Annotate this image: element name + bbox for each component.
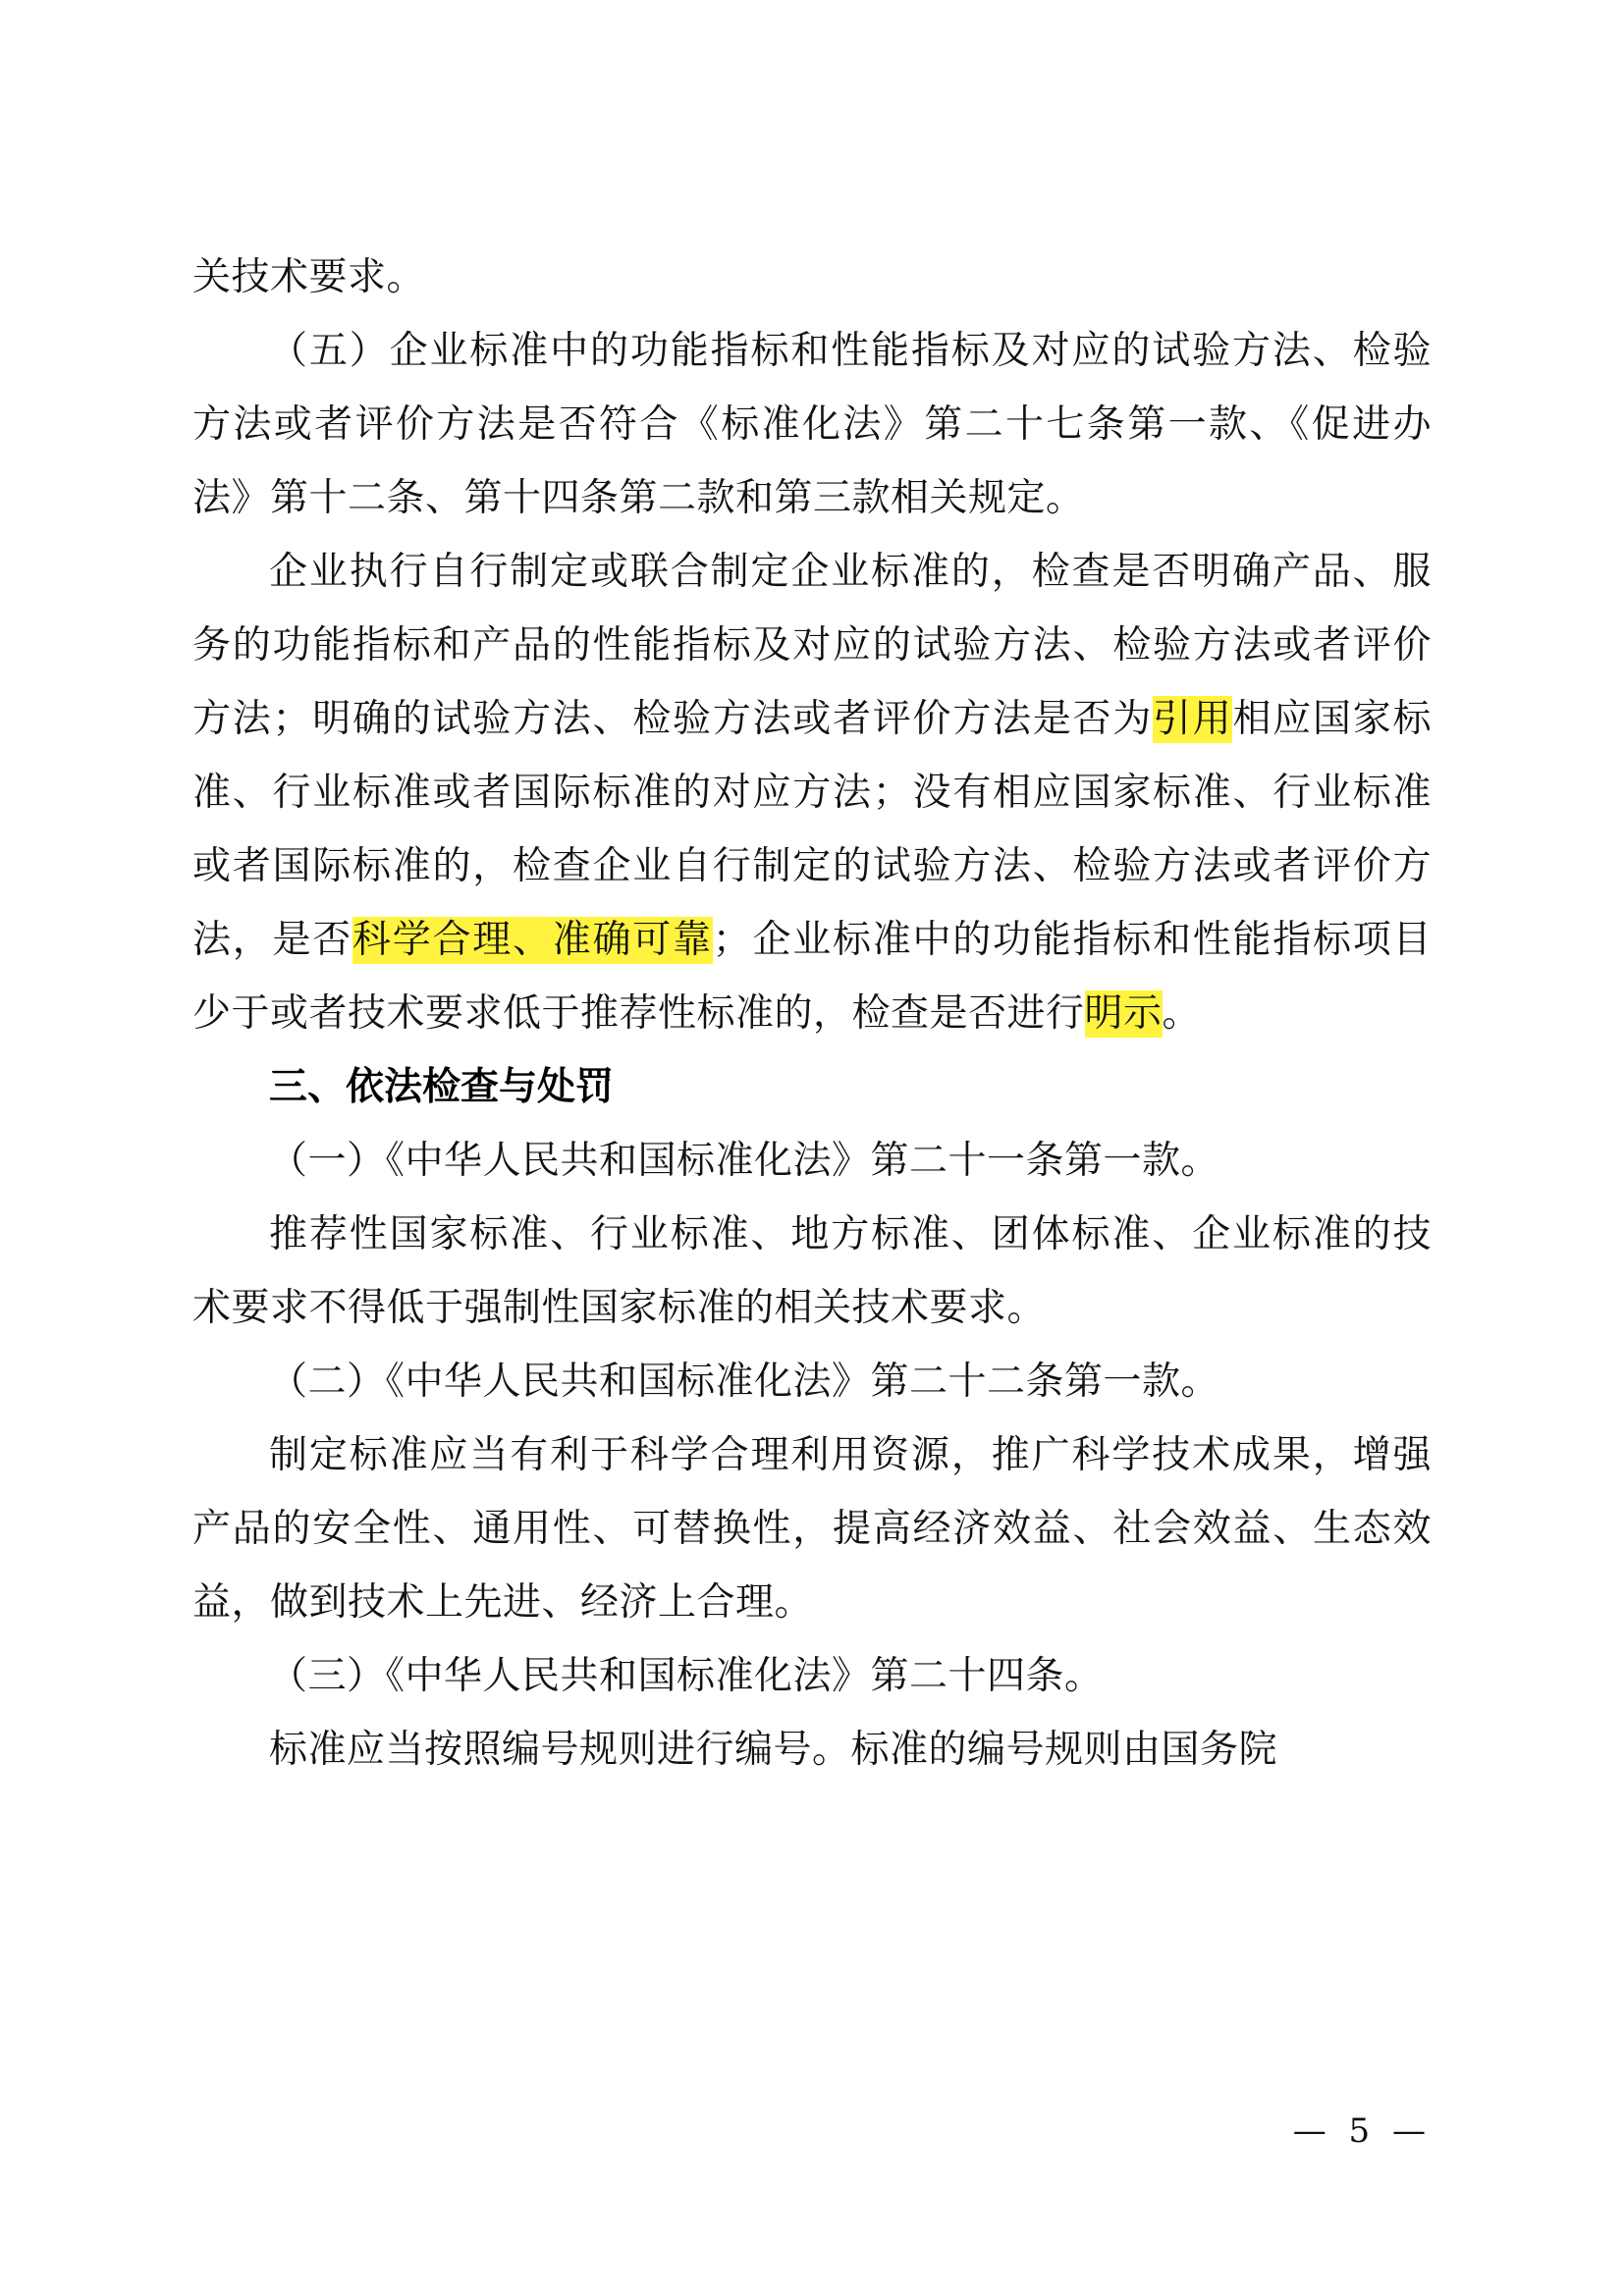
text-segment: 相应国家标准、行业标准或者国际标准的对应方法；没有相应国家标准、行业标准或者国际标准的，检查企业自行制定的试验方法、检验方法或者评价方法，是否	[192, 697, 1432, 962]
text-segment: ；企业标准中的功能指标和性能指标项目少于或者技术要求低于推荐性标准的，检查是否进行	[192, 918, 1432, 1036]
paragraph-continuation: 关技术要求。	[192, 255, 426, 299]
paragraph-enterprise-standard-detail	[192, 535, 1432, 1050]
text-segment: 企业执行自行制定或联合制定企业标准的，检查是否明确产品、服务的功能指标和产品的性能指标及对应的试验方法、检验方法或者评价方法；明确的试验方法、检验方法或者评价方法是否为	[192, 550, 1432, 741]
highlight-explicit-disclosure: 明示	[1084, 991, 1163, 1036]
paragraph-item-one-body: 推荐性国家标准、行业标准、地方标准、团体标准、企业标准的技术要求不得低于强制性国家标准的相关技术要求。	[192, 1212, 1432, 1330]
highlight-quote: 引用	[1152, 697, 1233, 741]
section-heading-three: 三、依法检查与处罚	[269, 1064, 615, 1109]
highlight-scientific-reliable: 科学合理、准确可靠	[352, 918, 713, 962]
paragraph-item-two-citation: （二）《中华人民共和国标准化法》第二十二条第一款。	[269, 1360, 1220, 1404]
paragraph-item-five: （五）企业标准中的功能指标和性能指标及对应的试验方法、检验方法或者评价方法是否符合《标准化法》第二十七条第一款、《促进办法》第十二条、第十四条第二款和第三款相关规定。	[192, 329, 1432, 520]
page-body	[192, 240, 1432, 1787]
page-number: — 5 —	[1292, 2111, 1432, 2151]
text-segment: 。	[1162, 991, 1202, 1036]
paragraph-item-three-body: 标准应当按照编号规则进行编号。标准的编号规则由国务院	[269, 1728, 1278, 1772]
paragraph-item-three-citation: （三）《中华人民共和国标准化法》第二十四条。	[269, 1654, 1104, 1698]
paragraph-item-one-citation: （一）《中华人民共和国标准化法》第二十一条第一款。	[269, 1139, 1220, 1183]
paragraph-item-two-body: 制定标准应当有利于科学合理利用资源，推广科学技术成果，增强产品的安全性、通用性、可替换性，提高经济效益、社会效益、生态效益，做到技术上先进、经济上合理。	[192, 1433, 1432, 1625]
